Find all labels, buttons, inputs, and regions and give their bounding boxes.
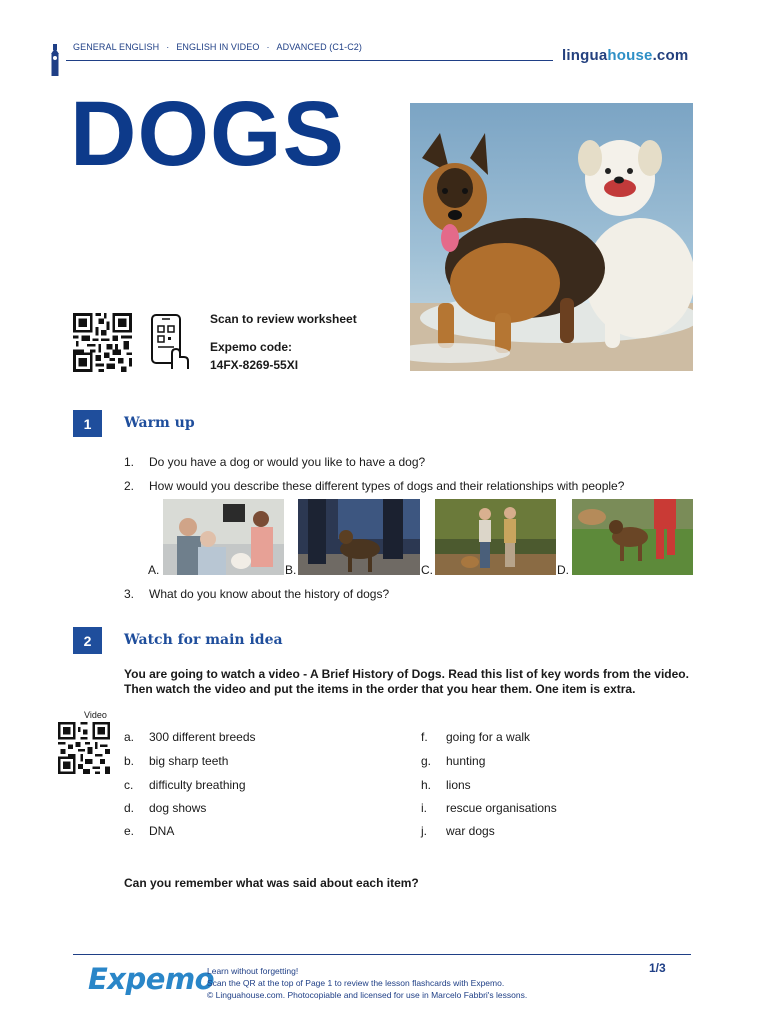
hero-dogs-image bbox=[410, 103, 693, 371]
brand-part-1: lingua bbox=[562, 47, 608, 64]
page-number: 1/3 bbox=[649, 961, 666, 975]
item-key: f. bbox=[421, 730, 428, 744]
expemo-code-label: Expemo code: bbox=[210, 340, 293, 354]
section-title-watch-main-idea: Watch for main idea bbox=[124, 632, 283, 648]
brand-logo[interactable] bbox=[562, 47, 688, 64]
breadcrumb-item-advanced[interactable]: ADVANCED (C1-C2) bbox=[276, 42, 362, 52]
video-qr-code-icon[interactable] bbox=[58, 722, 110, 774]
question-text: Do you have a dog or would you like to have a dog? bbox=[149, 455, 426, 469]
breadcrumb-separator: · bbox=[266, 42, 270, 52]
photo-label-b: B. bbox=[285, 563, 297, 577]
question-number: 1. bbox=[124, 455, 135, 469]
breadcrumb-item-english-in-video[interactable]: ENGLISH IN VIDEO bbox=[176, 42, 260, 52]
item-key: g. bbox=[421, 754, 432, 768]
list-item bbox=[421, 730, 530, 744]
footer-instruction: Scan the QR at the top of Page 1 to review the lesson flashcards with Expemo. bbox=[207, 978, 505, 988]
list-item bbox=[421, 824, 495, 838]
item-key: i. bbox=[421, 801, 427, 815]
item-text: 300 different breeds bbox=[149, 730, 256, 744]
video-label: Video bbox=[84, 710, 107, 720]
item-key: c. bbox=[124, 778, 134, 792]
photo-label-a: A. bbox=[148, 563, 160, 577]
section-instructions: You are going to watch a video - A Brief History of Dogs. Read this list of key words from the video. Then watch the video and put the items in the order that you hear them. One item is extra. bbox=[124, 667, 689, 696]
list-item bbox=[421, 801, 557, 815]
question-number: 2. bbox=[124, 479, 135, 493]
item-key: a. bbox=[124, 730, 135, 744]
breadcrumb-item-general-english[interactable]: GENERAL ENGLISH bbox=[73, 42, 160, 52]
photo-family-walk-dog bbox=[435, 499, 556, 575]
followup-question: Can you remember what was said about each item? bbox=[124, 876, 419, 890]
list-item bbox=[124, 801, 206, 815]
breadcrumb bbox=[73, 42, 362, 52]
photo-label-c: C. bbox=[421, 563, 433, 577]
item-text: rescue organisations bbox=[446, 801, 557, 815]
list-item bbox=[124, 824, 174, 838]
list-item bbox=[124, 730, 256, 744]
item-key: e. bbox=[124, 824, 135, 838]
expemo-logo[interactable]: Expemo bbox=[88, 962, 215, 996]
question-number: 3. bbox=[124, 587, 135, 601]
photo-therapy-dog bbox=[163, 499, 284, 575]
phone-scan-icon bbox=[150, 313, 192, 371]
item-text: DNA bbox=[149, 824, 175, 838]
section-title-warm-up: Warm up bbox=[124, 415, 195, 431]
photo-label-d: D. bbox=[557, 563, 569, 577]
photo-police-dog bbox=[298, 499, 420, 575]
page-title: DOGS bbox=[70, 83, 345, 185]
list-item bbox=[124, 754, 228, 768]
item-key: j. bbox=[421, 824, 427, 838]
item-text: big sharp teeth bbox=[149, 754, 229, 768]
item-key: b. bbox=[124, 754, 135, 768]
scan-instruction: Scan to review worksheet bbox=[210, 312, 357, 326]
item-text: lions bbox=[446, 778, 471, 792]
item-text: dog shows bbox=[149, 801, 207, 815]
expemo-code-value: 14FX-8269-55XI bbox=[210, 358, 299, 372]
item-key: h. bbox=[421, 778, 432, 792]
footer-divider bbox=[73, 954, 691, 955]
brand-part-3: .com bbox=[652, 47, 689, 64]
list-item bbox=[421, 778, 471, 792]
brand-part-2: house bbox=[607, 47, 653, 64]
breadcrumb-separator: · bbox=[166, 42, 170, 52]
big-ben-tower-icon bbox=[50, 44, 60, 76]
question-text: How would you describe these different types of dogs and their relationships with people? bbox=[149, 479, 625, 493]
item-text: war dogs bbox=[446, 824, 495, 838]
worksheet-qr-code-icon[interactable] bbox=[73, 313, 132, 372]
list-item bbox=[421, 754, 485, 768]
header-divider bbox=[66, 60, 553, 61]
question-2 bbox=[124, 479, 624, 493]
question-3 bbox=[124, 587, 389, 601]
question-text: What do you know about the history of dogs? bbox=[149, 587, 390, 601]
question-1 bbox=[124, 455, 425, 469]
item-text: hunting bbox=[446, 754, 486, 768]
item-key: d. bbox=[124, 801, 135, 815]
item-text: difficulty breathing bbox=[149, 778, 246, 792]
photo-rescue-dog bbox=[572, 499, 693, 575]
item-text: going for a walk bbox=[446, 730, 531, 744]
footer-tagline: Learn without forgetting! bbox=[207, 966, 299, 976]
list-item bbox=[124, 778, 246, 792]
section-number-badge: 2 bbox=[73, 627, 102, 654]
section-number-badge: 1 bbox=[73, 410, 102, 437]
footer-copyright: © Linguahouse.com. Photocopiable and licensed for use in Marcelo Fabbri's lessons. bbox=[207, 990, 528, 1000]
